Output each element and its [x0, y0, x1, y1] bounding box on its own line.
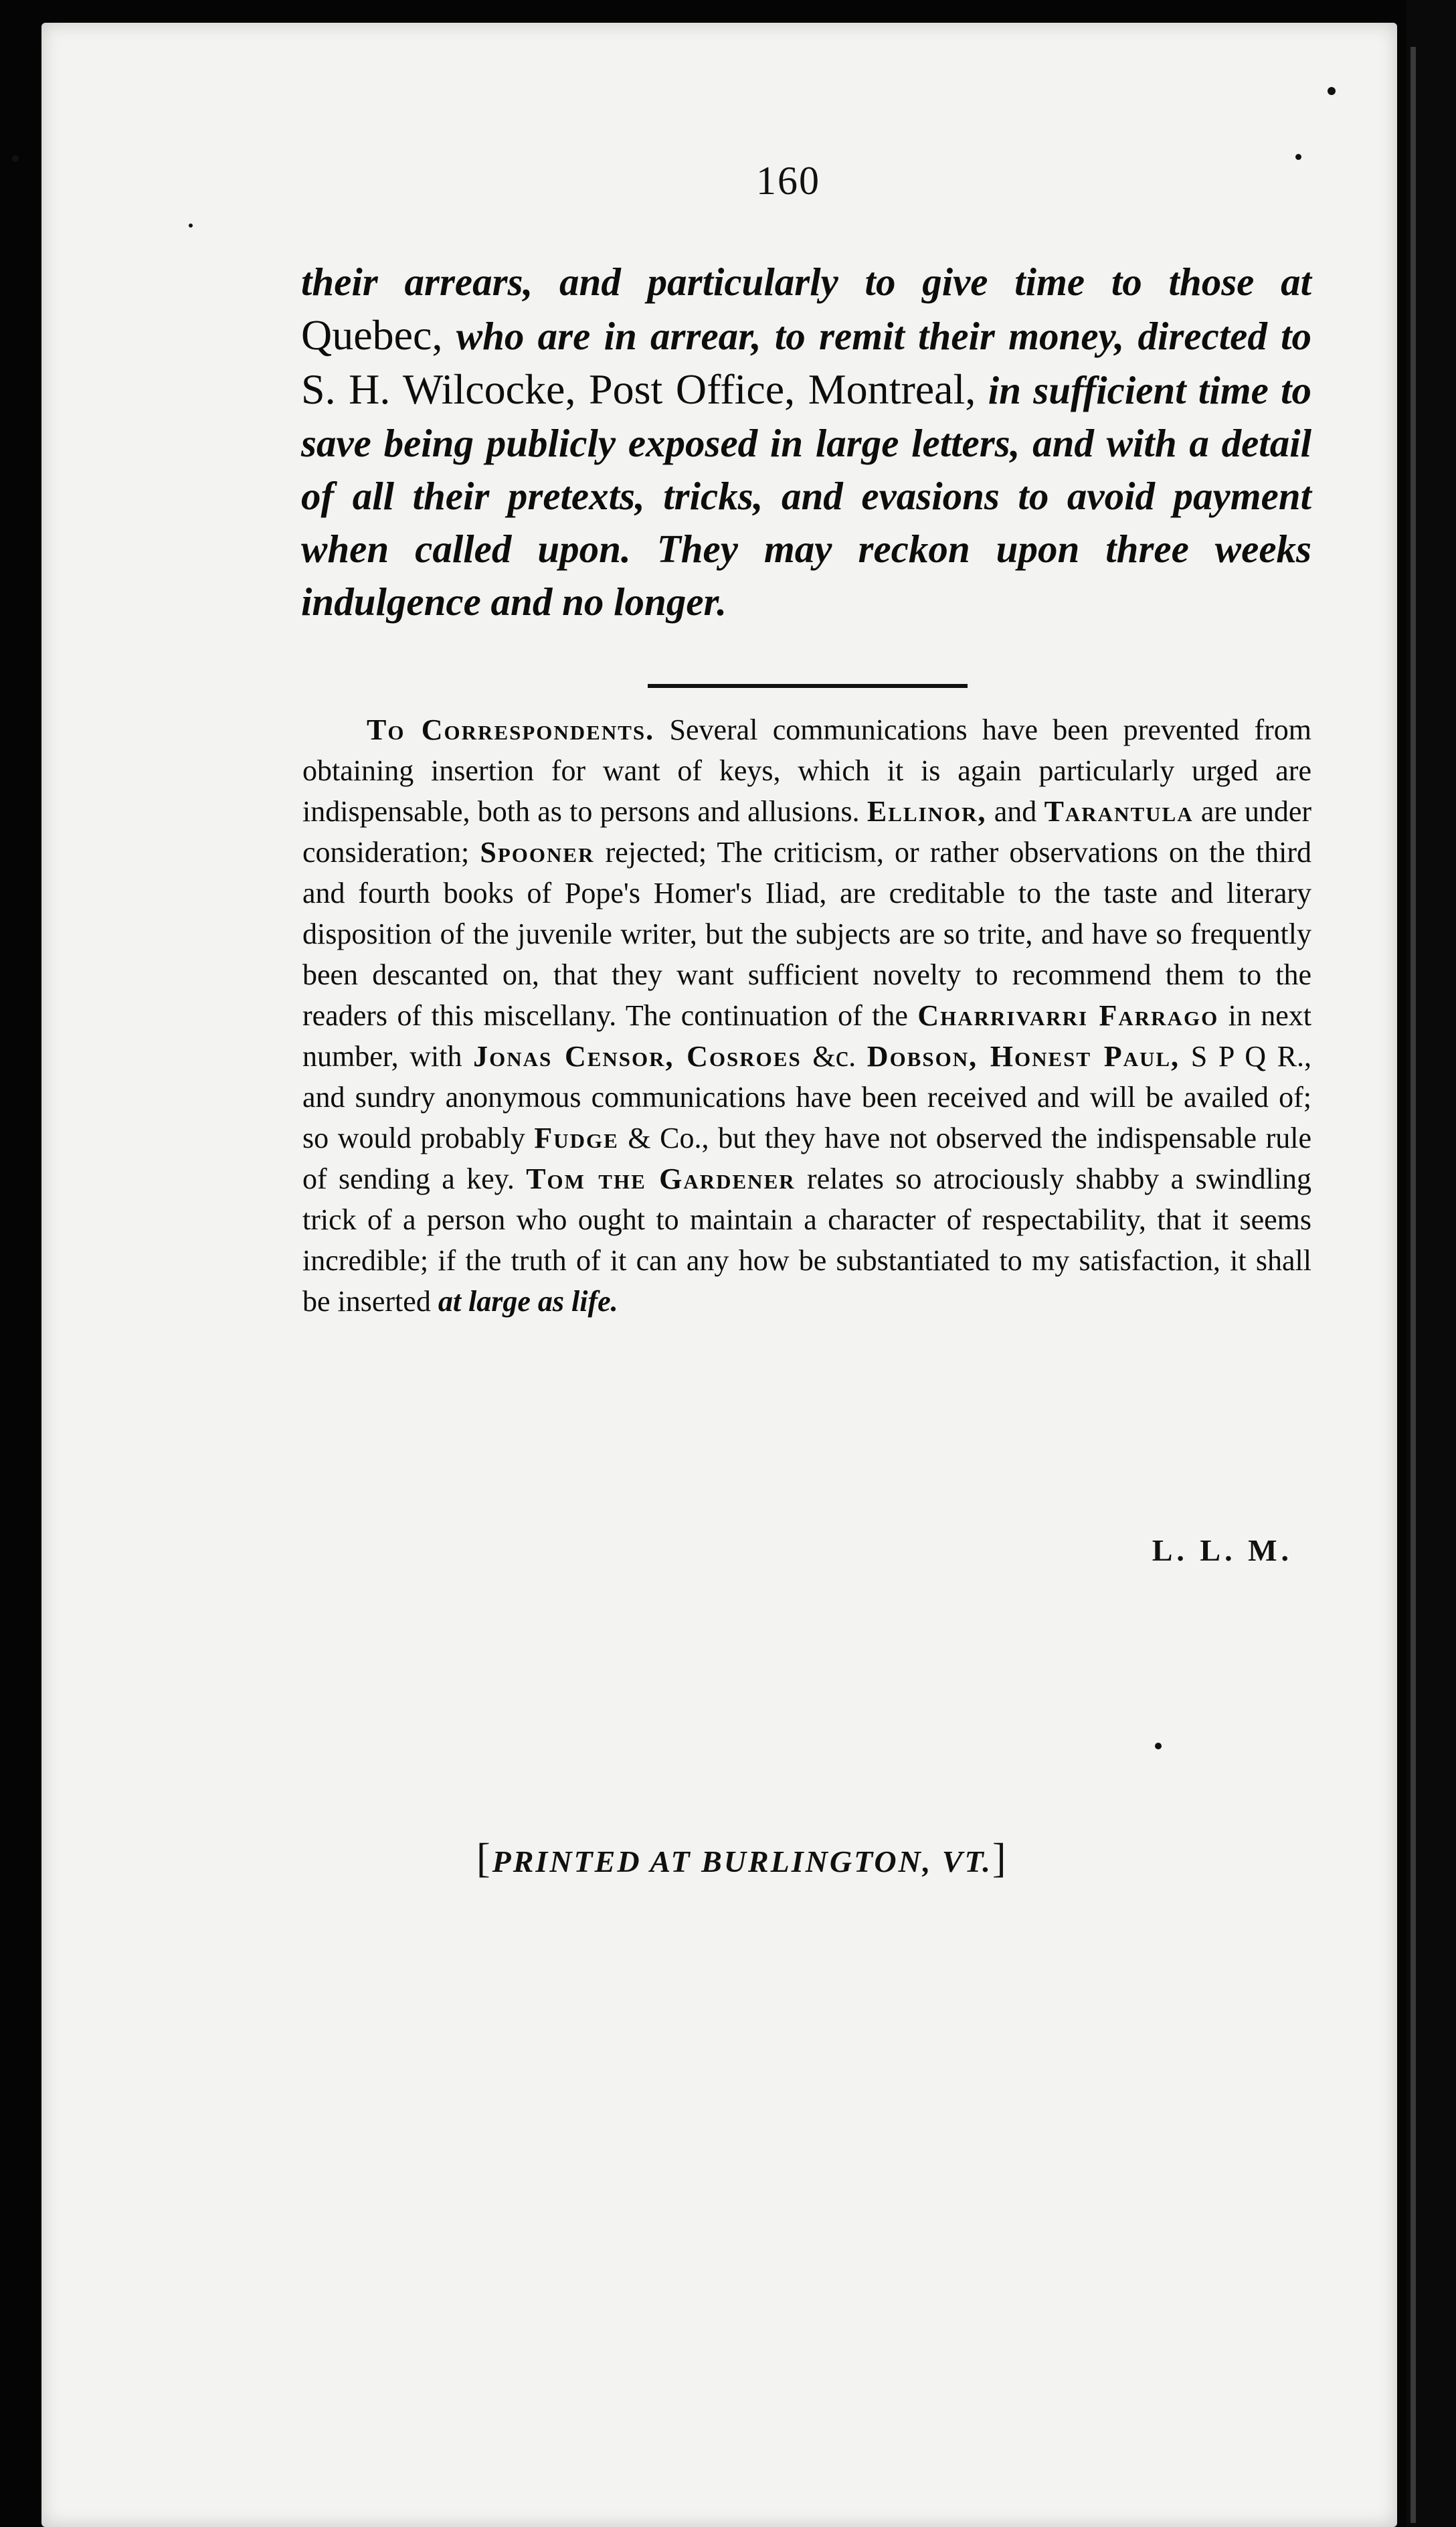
- ink-speck: [1328, 87, 1336, 95]
- notice-text: are under consideration;: [302, 795, 1312, 869]
- name-dobson: Dobson, Honest Paul,: [867, 1040, 1180, 1073]
- name-spooner: Spooner: [480, 836, 595, 869]
- notice-text: rejected; The criticism, or rather observations on the third and fourth books of Pope's Homer's Iliad, are creditable to the taste and literary disposition of the juvenile writer, but the subjects are so trite, and have so frequently been descanted on, that they want sufficient novelty to recommend them to the readers of this miscellany. The continuation of the: [302, 836, 1312, 1032]
- ink-speck: [1155, 1743, 1162, 1749]
- notice-heading: To Correspondents.: [367, 713, 655, 746]
- notice-text: in next number, with: [302, 999, 1312, 1073]
- notice-text-1: their arrears, and particularly to give time to those at: [301, 260, 1311, 304]
- binding-edge-line: [1410, 47, 1416, 2523]
- imprint-open-bracket: [: [476, 1836, 492, 1881]
- name-fudge: Fudge: [534, 1122, 619, 1154]
- name-jonas-censor: Jonas Censor, Cosroes: [473, 1040, 802, 1073]
- notice-text-3: in sufficient time to save being publicly exposed in large letters, and with a detail of all their pretexts, tricks, and evasions to avoid payment when called upon. They may reckon upon three weeks indulgence and no longer.: [301, 368, 1312, 624]
- notice-text: and: [994, 795, 1037, 828]
- signature: L. L. M.: [1152, 1533, 1293, 1567]
- subscriber-notice-paragraph: [301, 256, 1311, 628]
- name-tarantula: Tarantula: [1044, 795, 1194, 828]
- ink-speck: [12, 155, 19, 162]
- imprint-close-bracket: ]: [992, 1836, 1008, 1881]
- printer-imprint: [476, 1835, 1146, 1883]
- postal-address: S. H. Wilcocke, Post Office, Montreal,: [301, 365, 976, 413]
- place-name: Quebec,: [301, 311, 443, 359]
- notice-text: Several communications have been prevented from obtaining insertion for want of keys, which it is again particularly urged are indispensable, both as to persons and allusions.: [302, 713, 1311, 828]
- imprint-text: PRINTED AT BURLINGTON, VT.: [492, 1844, 992, 1879]
- ink-speck: [1295, 154, 1301, 160]
- notice-text-2: who are in arrear, to remit their money, directed to: [456, 314, 1312, 358]
- notice-text: S P Q R., and sundry anonymous communications have been received and will be availed of; so would probably: [302, 1040, 1312, 1154]
- page-number: 160: [756, 159, 820, 203]
- name-tom-the-gardener: Tom the Gardener: [526, 1162, 796, 1195]
- notice-text: & Co., but they have not observed the indispensable rule of sending a key.: [302, 1122, 1312, 1195]
- name-charrivarri: Charrivarri Farrago: [917, 999, 1219, 1032]
- section-divider: [648, 684, 968, 688]
- notice-text: relates so atrociously shabby a swindling trick of a person who ought to maintain a character of respectability, that it seems incredible; if the truth of it can any how be substantiated to my satisfaction, it shall be inserted: [302, 1162, 1312, 1318]
- notice-closing-italic: at large as life.: [438, 1285, 618, 1318]
- notice-text: &c.: [812, 1040, 856, 1073]
- name-ellinor: Ellinor,: [867, 795, 987, 828]
- correspondents-notice: [302, 709, 1311, 1322]
- ink-speck: [189, 224, 193, 228]
